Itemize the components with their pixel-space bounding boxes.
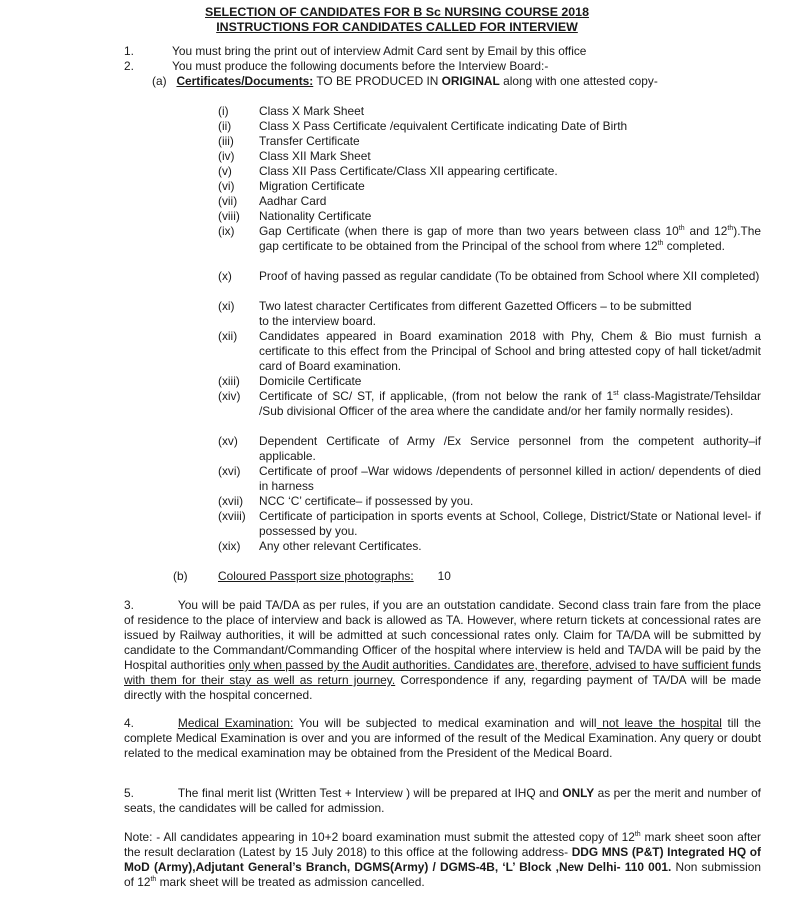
list-item-text-part: and 12	[684, 224, 728, 238]
paragraph-number: 4.	[124, 716, 134, 730]
section-a-label: (a)	[152, 74, 167, 88]
list-item-number: (ix)	[218, 224, 235, 238]
list-item-text: Class XII Mark Sheet	[259, 149, 371, 163]
list-item-text-part: Certificate of SC/ ST, if applicable, (from not below the rank of 1	[259, 389, 614, 403]
document-title: SELECTION OF CANDIDATES FOR B Sc NURSING COURSE 2018	[205, 5, 589, 19]
list-item-number: (vi)	[218, 179, 235, 193]
list-item-text: Aadhar Card	[259, 194, 327, 208]
superscript: th	[634, 831, 641, 839]
paragraph-text: You will be paid TA/DA as per rules, if you are an outstation candidate. Second class train fare from the place of residence to the place of interview and back is allowed as TA. However, where return tickets at concessional rates are issued by Railway authorities, it will be admitted at such concessional rates only. Claim for TA/DA will be submitted by candidate to the Commandant/Commanding Officer of the hospital where interview is held and TA/DA will be paid by the Hospital authorities	[124, 598, 761, 672]
paragraph-number: 5.	[124, 786, 134, 800]
paragraph-bold-text: ONLY	[562, 786, 595, 800]
paragraph-text: The final merit list (Written Test + Interview ) will be prepared at IHQ and	[177, 786, 563, 800]
list-item-text-part: ).The gap certificate to be obtained from the Principal of the school from where 12	[259, 224, 761, 253]
list-item-text: Class X Mark Sheet	[259, 104, 365, 118]
section-a-heading: Certificates/Documents:	[176, 74, 314, 88]
list-item-number: (xvii)	[218, 494, 244, 508]
list-item-number: (xv)	[218, 434, 238, 448]
note-text: mark sheet will be treated as admission cancelled.	[156, 875, 425, 889]
section-a-line	[152, 74, 658, 89]
section-b-line	[218, 569, 451, 584]
list-item-text: Migration Certificate	[259, 179, 365, 193]
list-item-number: (viii)	[218, 209, 240, 223]
list-item-text: Nationality Certificate	[259, 209, 372, 223]
section-b-value: 10	[437, 569, 451, 583]
paragraph-text-tail: as per the merit and number of seats, the candidates will be called for admission.	[124, 786, 761, 815]
list-item-number: (v)	[218, 164, 232, 178]
section-a-bold: ORIGINAL	[441, 74, 500, 88]
paragraph-text-tail: till the complete Medical Examination is over and you are informed of the result of the Medical Examination. Any query or doubt related to the medical examination may be obtained from the President of the Medical Board.	[124, 716, 762, 760]
section-a-text: TO BE PRODUCED IN	[313, 74, 442, 88]
list-item-number: (x)	[218, 269, 232, 283]
list-item-text: Class XII Pass Certificate/Class XII appearing certificate.	[259, 164, 558, 178]
list-item-text: Dependent Certificate of Army /Ex Service personnel from the competent authority–if applicable.	[259, 434, 761, 463]
note-address: DDG MNS (P&T) Integrated HQ of MoD (Army),Adjutant General’s Branch, DGMS(Army) / DGMS-4B, ‘L’ Block ,New Delhi- 110 001.	[124, 845, 761, 874]
paragraph-heading: Medical Examination:	[177, 716, 294, 730]
list-item-number: (ii)	[218, 119, 232, 133]
document-subtitle: INSTRUCTIONS FOR CANDIDATES CALLED FOR INTERVIEW	[216, 20, 578, 34]
paragraph-3	[124, 598, 761, 703]
superscript: th	[678, 225, 685, 233]
list-item-number: (xi)	[218, 299, 235, 313]
list-item-text: Two latest character Certificates from different Gazetted Officers – to be submitted to the interview board.	[259, 299, 692, 328]
list-item-text: NCC ‘C’ certificate– if possessed by you.	[259, 494, 474, 508]
list-item-number: (vii)	[218, 194, 238, 208]
superscript: th	[150, 876, 157, 884]
note-text: Non submission of 12	[124, 860, 761, 889]
note-paragraph	[124, 830, 761, 890]
list-item-number: (xviii)	[218, 509, 246, 523]
paragraph-4	[124, 716, 761, 761]
list-item-text: Candidates appeared in Board examination 2018 with Phy, Chem & Bio must furnish a certificate to this effect from the Principal of School and bring attested copy of hall ticket/admit card of Board examination.	[259, 329, 761, 373]
note-text: Note: - All candidates appearing in 10+2 board examination must submit the attested copy of 12	[124, 830, 635, 844]
item-number: 2.	[124, 59, 134, 73]
paragraph-5	[124, 786, 761, 816]
list-item-text-part: Gap Certificate (when there is gap of more than two years between class 10	[259, 224, 679, 238]
list-item-text: Transfer Certificate	[259, 134, 360, 148]
superscript: st	[613, 390, 619, 398]
paragraph-number: 3.	[124, 598, 134, 612]
section-a-text-post: along with one attested copy-	[499, 74, 658, 88]
list-item-number: (i)	[218, 104, 229, 118]
paragraph-text-tail: Correspondence if any, regarding payment of TA/DA will be made directly with the hospital concerned.	[124, 673, 761, 702]
list-item-text	[259, 389, 761, 419]
list-item-number: (xiii)	[218, 374, 240, 388]
list-item-number: (xvi)	[218, 464, 241, 478]
list-item-text: Certificate of participation in sports events at School, College, District/State or National level- if possessed by you.	[259, 509, 761, 538]
list-item-text: Domicile Certificate	[259, 374, 362, 388]
list-item-number: (xix)	[218, 539, 241, 553]
superscript: th	[727, 225, 734, 233]
list-item-text: Certificate of proof –War widows /dependents of personnel killed in action/ dependents of died in harness	[259, 464, 761, 493]
list-item-text-part: class-Magistrate/Tehsildar /Sub divisional Officer of the area where the candidate and/or her family normally resides).	[259, 389, 761, 418]
list-item-number: (xiv)	[218, 389, 241, 403]
note-text: mark sheet soon after the result declaration (Latest by 15 July 2018) to this office at the following address-	[124, 830, 761, 859]
item-text: You must bring the print out of interview Admit Card sent by Email by this office	[172, 44, 587, 58]
list-item-text	[259, 224, 761, 254]
list-item-text: Proof of having passed as regular candidate (To be obtained from School where XII completed)	[259, 269, 760, 283]
paragraph-underlined-text: not leave the hospital	[596, 716, 722, 730]
item-text: You must produce the following documents before the Interview Board:-	[172, 59, 549, 73]
paragraph-text: You will be subjected to medical examination and will	[293, 716, 597, 730]
list-item-text: Any other relevant Certificates.	[259, 539, 422, 553]
superscript: th	[657, 240, 664, 248]
list-item-number: (iv)	[218, 149, 235, 163]
section-b-heading: Coloured Passport size photographs:	[218, 569, 414, 583]
item-number: 1.	[124, 44, 134, 58]
list-item-number: (iii)	[218, 134, 234, 148]
list-item-text-part: completed.	[663, 239, 725, 253]
paragraph-underlined-text: only when passed by the Audit authorities. Candidates are, therefore, advised to have sufficient funds with them for their stay as well as return journey.	[124, 658, 761, 687]
section-b-label: (b)	[173, 569, 188, 583]
list-item-text: Class X Pass Certificate /equivalent Certificate indicating Date of Birth	[259, 119, 628, 133]
list-item-number: (xii)	[218, 329, 238, 343]
